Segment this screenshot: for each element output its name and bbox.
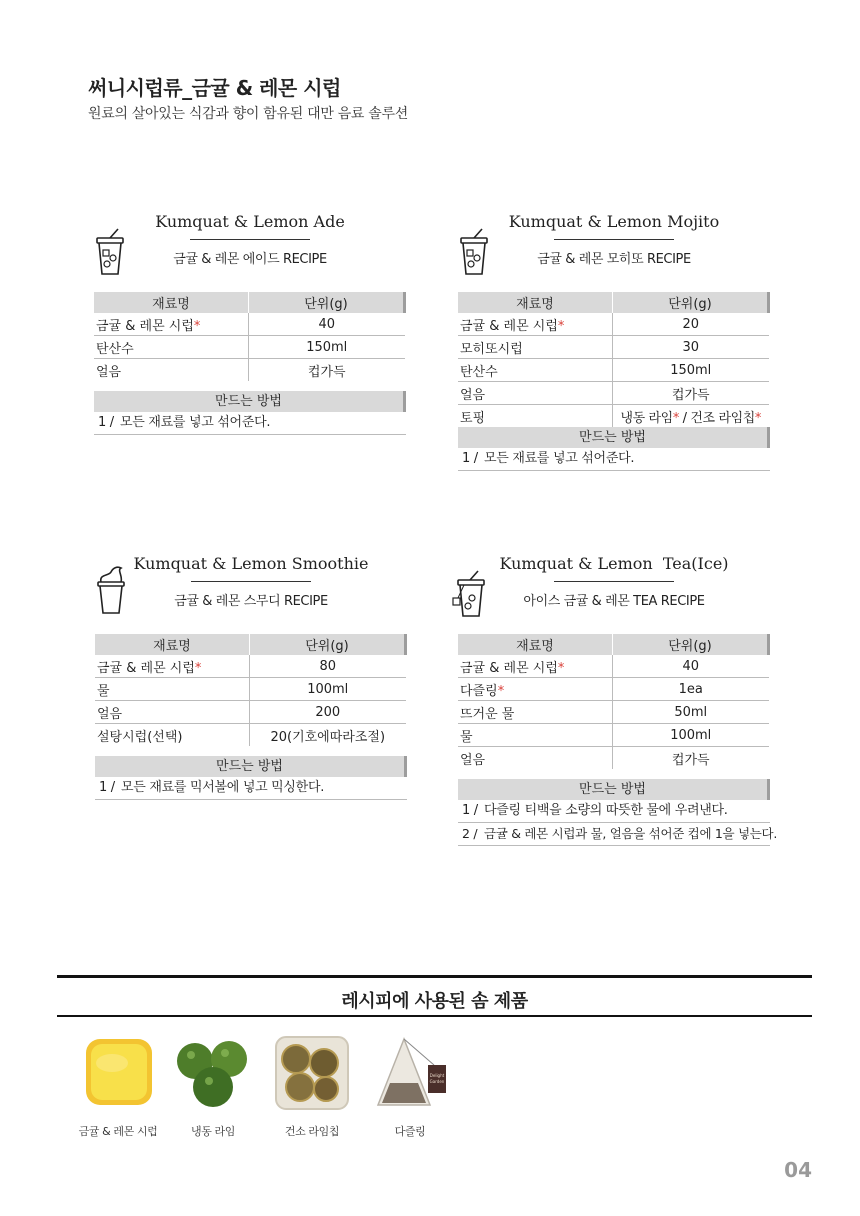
ingredient-amount: 냉동 라임* / 건조 라임칩* bbox=[620, 410, 762, 426]
ingredient-name: 뜨거운 물 bbox=[458, 701, 613, 724]
product-tea-bag bbox=[360, 1035, 460, 1139]
ingredient-amount: 20(기호에따라조절) bbox=[270, 729, 386, 745]
table-row bbox=[458, 405, 769, 428]
table-row bbox=[458, 382, 769, 405]
column-header-unit: 단위(g) bbox=[613, 292, 769, 313]
ingredient-name: 설탕시럽(선택) bbox=[95, 724, 250, 747]
table-row bbox=[94, 336, 405, 359]
method-step: 1 / 모든 재료를 믹서볼에 넣고 믹싱한다. bbox=[95, 777, 407, 800]
ingredient-name: 금귤 & 레몬 시럽* bbox=[458, 313, 613, 336]
table-header-row bbox=[458, 292, 769, 313]
recipe-subtitle: 아이스 금귤 & 레몬 TEA RECIPE bbox=[523, 594, 705, 609]
recipe-header bbox=[95, 554, 407, 634]
page-subtitle: 원료의 살아있는 식감과 향이 함유된 대만 음료 솔루션 bbox=[88, 106, 408, 122]
title-underline bbox=[190, 239, 310, 240]
method-header: 만드는 방법 bbox=[458, 427, 770, 448]
ingredient-name: 모히또시럽 bbox=[458, 336, 613, 359]
ingredient-name: 금귤 & 레몬 시럽* bbox=[94, 313, 249, 336]
table-row bbox=[95, 701, 406, 724]
ingredient-amount: 100ml bbox=[613, 724, 769, 747]
star-mark: * bbox=[557, 660, 565, 676]
star-mark: * bbox=[497, 683, 505, 699]
recipe-title: Kumquat & Lemon Tea(Ice) bbox=[499, 554, 729, 573]
recipe-header bbox=[458, 554, 770, 634]
recipe-title: Kumquat & Lemon Ade bbox=[155, 212, 345, 231]
table-header-row bbox=[458, 634, 769, 655]
dried-lime-chip-icon bbox=[270, 1035, 354, 1111]
frozen-lime-icon bbox=[171, 1035, 255, 1111]
ingredient-amount: 200 bbox=[250, 701, 406, 724]
table-row bbox=[95, 678, 406, 701]
syrup-tray-icon bbox=[76, 1035, 160, 1111]
recipe-card-mojito bbox=[458, 212, 770, 471]
ingredient-name: 얼음 bbox=[94, 359, 249, 382]
ingredient-name: 금귤 & 레몬 시럽* bbox=[458, 655, 613, 678]
ingredient-name: 얼음 bbox=[458, 382, 613, 405]
ingredient-amount: 30 bbox=[613, 336, 769, 359]
recipe-subtitle: 금귤 & 레몬 에이드 RECIPE bbox=[173, 252, 327, 267]
recipe-title: Kumquat & Lemon Mojito bbox=[508, 212, 720, 231]
ingredient-amount: 20 bbox=[613, 313, 769, 336]
svg-text:Delight: Delight bbox=[429, 1073, 445, 1078]
ingredient-name: 물 bbox=[458, 724, 613, 747]
table-row bbox=[458, 724, 769, 747]
ingredient-table bbox=[94, 292, 406, 381]
ingredient-table bbox=[95, 634, 407, 746]
recipe-card-smoothie bbox=[95, 554, 407, 800]
star-mark: * bbox=[193, 318, 201, 334]
star-mark: * bbox=[194, 660, 202, 676]
ingredient-name: 다즐링* bbox=[458, 678, 613, 701]
ingredient-amount: 50ml bbox=[613, 701, 769, 724]
ingredient-name: 토핑 bbox=[458, 405, 613, 428]
ingredient-amount: 컵가득 bbox=[671, 752, 710, 768]
table-row bbox=[458, 336, 769, 359]
method-step: 1 / 모든 재료를 넣고 섞어준다. bbox=[458, 448, 770, 471]
product-label: 금귤 & 레몬 시럽 bbox=[78, 1125, 158, 1138]
star-mark: * bbox=[672, 410, 679, 426]
table-header-row bbox=[95, 634, 406, 655]
recipe-header bbox=[94, 212, 406, 292]
table-row bbox=[94, 313, 405, 336]
ingredient-amount: 150ml bbox=[613, 359, 769, 382]
svg-text:Garden: Garden bbox=[429, 1079, 445, 1084]
ingredient-amount: 컵가득 bbox=[307, 364, 346, 380]
ingredient-name: 탄산수 bbox=[458, 359, 613, 382]
method-step: 1 / 다즐링 티백을 소량의 따뜻한 물에 우려낸다. bbox=[458, 800, 770, 823]
table-header-row bbox=[94, 292, 405, 313]
table-row bbox=[94, 359, 405, 382]
page-number: 04 bbox=[784, 1158, 812, 1182]
table-row bbox=[458, 359, 769, 382]
ingredient-amount: 80 bbox=[250, 655, 406, 678]
page-title: 써니시럽류_금귤 & 레몬 시럽 bbox=[88, 76, 341, 100]
ingredient-name: 물 bbox=[95, 678, 250, 701]
table-row bbox=[458, 701, 769, 724]
table-row bbox=[458, 655, 769, 678]
product-label: 다즐링 bbox=[394, 1125, 426, 1138]
recipe-subtitle: 금귤 & 레몬 스무디 RECIPE bbox=[174, 594, 328, 609]
ingredient-amount: 1ea bbox=[613, 678, 769, 701]
table-row bbox=[458, 747, 769, 770]
column-header-unit: 단위(g) bbox=[249, 292, 405, 313]
ingredient-name: 얼음 bbox=[95, 701, 250, 724]
tea-bag-icon bbox=[368, 1035, 452, 1111]
recipe-title: Kumquat & Lemon Smoothie bbox=[133, 554, 369, 573]
method-header: 만드는 방법 bbox=[95, 756, 407, 777]
ingredient-table bbox=[458, 634, 770, 769]
column-header-name: 재료명 bbox=[458, 634, 613, 655]
ingredient-amount: 40 bbox=[613, 655, 769, 678]
title-underline bbox=[554, 581, 674, 582]
footer-top-rule bbox=[57, 975, 812, 978]
table-row bbox=[458, 678, 769, 701]
recipe-card-tea bbox=[458, 554, 778, 846]
method-step: 1 / 모든 재료를 넣고 섞어준다. bbox=[94, 412, 406, 435]
footer-title: 레시피에 사용된 솜 제품 bbox=[341, 991, 528, 1012]
product-label: 건소 라임칩 bbox=[284, 1125, 340, 1138]
column-header-unit: 단위(g) bbox=[613, 634, 769, 655]
ingredient-amount: 150ml bbox=[249, 336, 405, 359]
table-row bbox=[95, 655, 406, 678]
column-header-unit: 단위(g) bbox=[250, 634, 406, 655]
recipe-subtitle: 금귤 & 레몬 모히또 RECIPE bbox=[537, 252, 691, 267]
footer-bottom-rule bbox=[57, 1015, 812, 1017]
star-mark: * bbox=[557, 318, 565, 334]
star-mark: * bbox=[754, 410, 762, 426]
ingredient-amount: 40 bbox=[249, 313, 405, 336]
product-frozen-lime bbox=[163, 1035, 263, 1139]
ingredient-name: 얼음 bbox=[458, 747, 613, 770]
product-syrup bbox=[68, 1035, 168, 1139]
column-header-name: 재료명 bbox=[94, 292, 249, 313]
method-header: 만드는 방법 bbox=[94, 391, 406, 412]
ingredient-name: 탄산수 bbox=[94, 336, 249, 359]
title-underline bbox=[554, 239, 674, 240]
ingredient-name: 금귤 & 레몬 시럽* bbox=[95, 655, 250, 678]
title-underline bbox=[191, 581, 311, 582]
ingredient-amount: 컵가득 bbox=[613, 382, 769, 405]
product-label: 냉동 라임 bbox=[190, 1125, 235, 1138]
method-step: 2 / 금귤 & 레몬 시럽과 물, 얼음을 섞어준 컵에 1을 넣는다. bbox=[458, 823, 770, 846]
table-row bbox=[95, 724, 406, 747]
recipe-header bbox=[458, 212, 770, 292]
method-header: 만드는 방법 bbox=[458, 779, 770, 800]
product-dried-lime-chip bbox=[262, 1035, 362, 1139]
ingredient-amount: 100ml bbox=[250, 678, 406, 701]
table-row bbox=[458, 313, 769, 336]
column-header-name: 재료명 bbox=[458, 292, 613, 313]
column-header-name: 재료명 bbox=[95, 634, 250, 655]
ingredient-table bbox=[458, 292, 770, 427]
recipe-card-ade bbox=[94, 212, 406, 435]
